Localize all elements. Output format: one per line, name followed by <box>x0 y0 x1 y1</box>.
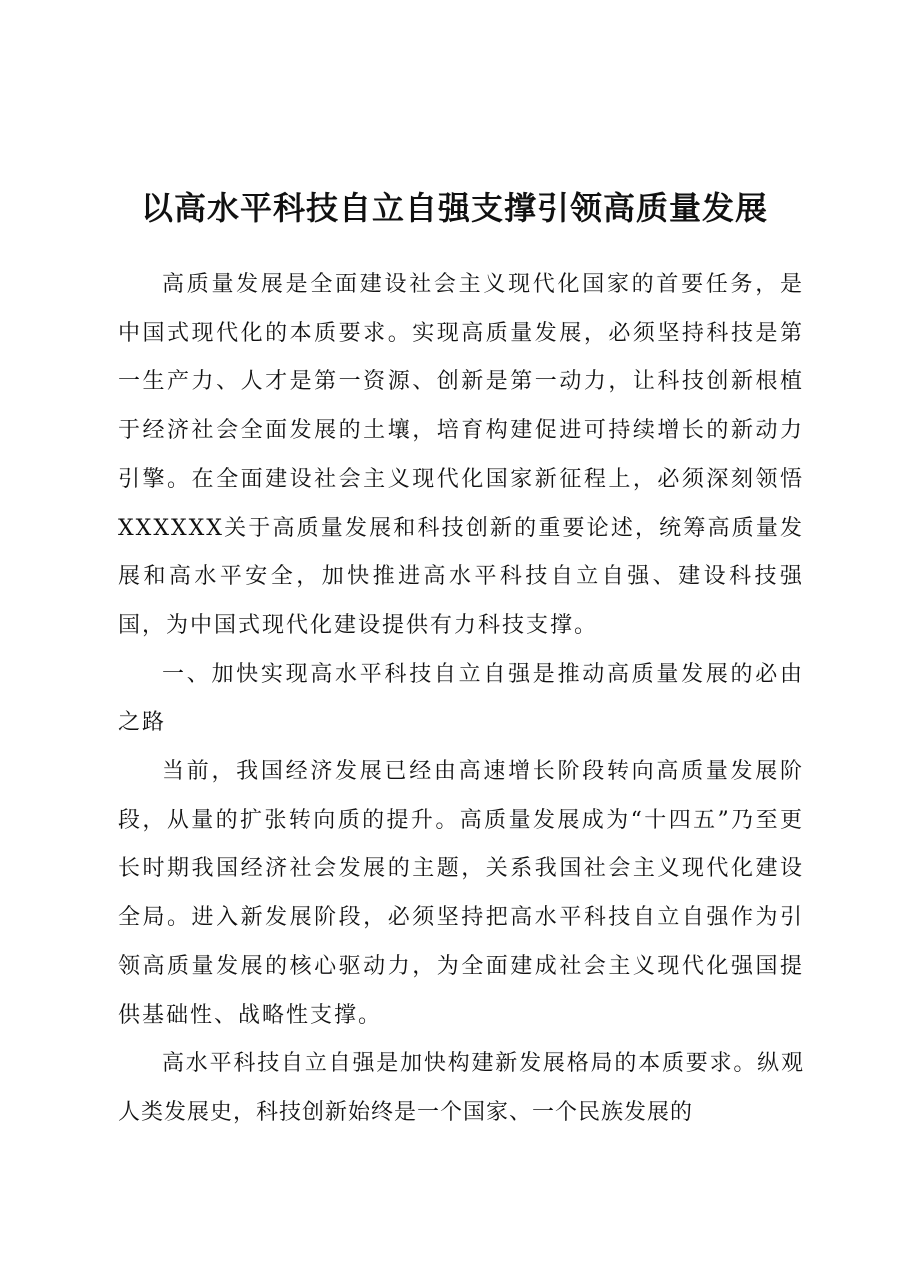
paragraph-intro: 高质量发展是全面建设社会主义现代化国家的首要任务，是中国式现代化的本质要求。实现高质量发展，必须坚持科技是第一生产力、人才是第一资源、创新是第一动力，让科技创新根植于经济社会全面发展的土壤，培育构建促进可持续增长的新动力引擎。在全面建设社会主义现代化国家新征程上，必须深刻领悟XXXXXX关于高质量发展和科技创新的重要论述，统筹高质量发展和高水平安全，加快推进高水平科技自立自强、建设科技强国，为中国式现代化建设提供有力科技支撑。 <box>118 272 804 638</box>
document-body <box>118 261 804 1138</box>
document-title: 以高水平科技自立自强支撑引领高质量发展 <box>140 189 768 227</box>
paragraph-current-situation: 当前，我国经济发展已经由高速增长阶段转向高质量发展阶段，从量的扩张转向质的提升。高质量发展成为“十四五”乃至更长时期我国经济社会发展的主题，关系我国社会主义现代化建设全局。进入新发展阶段，必须坚持把高水平科技自立自强作为引领高质量发展的核心驱动力，为全面建成社会主义现代化强国提供基础性、战略性支撑。 <box>118 759 804 1028</box>
paragraph-new-pattern: 高水平科技自立自强是加快构建新发展格局的本质要求。纵观人类发展史，科技创新始终是一个国家、一个民族发展的 <box>118 1051 804 1125</box>
section-heading-1: 一、加快实现高水平科技自立自强是推动高质量发展的必由之路 <box>118 661 804 736</box>
